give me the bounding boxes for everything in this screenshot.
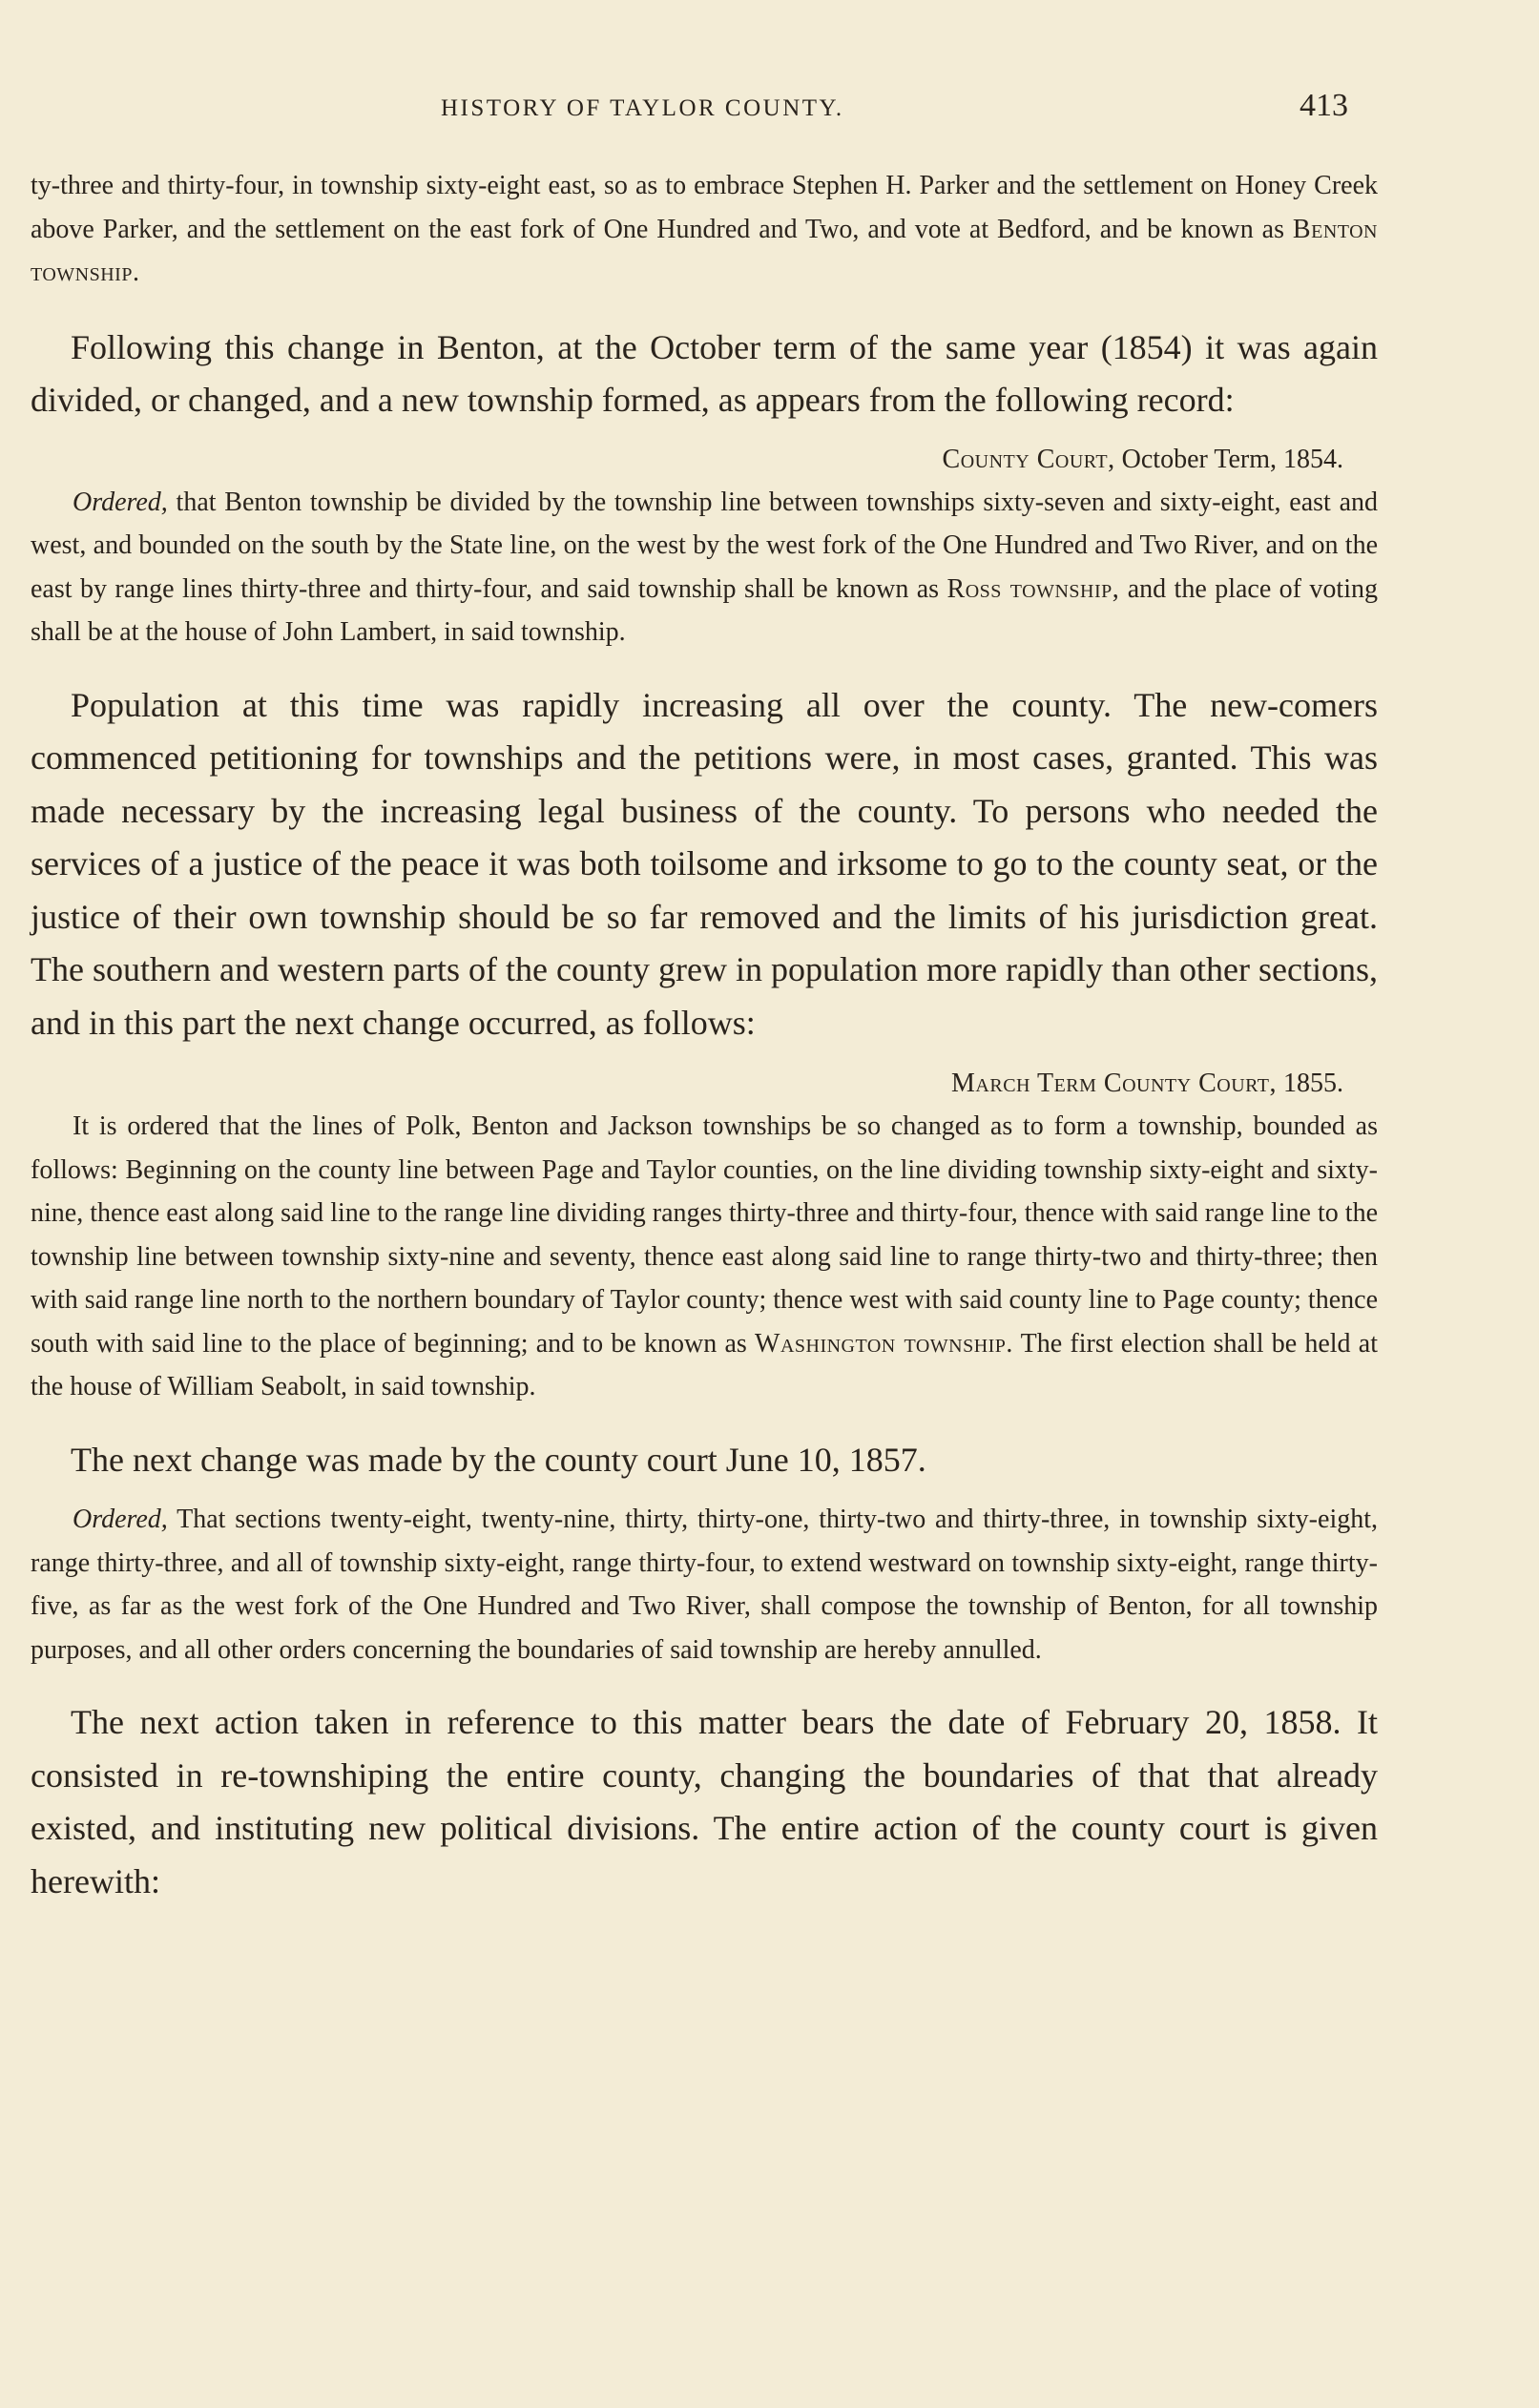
paragraph-population: Population at this time was rapidly increasing all over the county. The new-comers commenced petitioning for townships and the petitions were, in most cases, granted. This was made necessary by the increasing legal business of the county. To persons who needed the services of a justice of the peace it was both toilsome and irksome to go to the county seat, or the justice of their own township should be so far removed and the limits of his jurisdiction great. The southern and western parts of the county grew in population more rapidly than other sections, and in this part the next change occurred, as follows: bbox=[31, 685, 1378, 1042]
record-text-end: The first election shall be held at the house of William Seabolt, in said township. bbox=[31, 1328, 1378, 1401]
paragraph-following-change: Following this change in Benton, at the October term of the same year (1854) it was again divided, or changed, and a new township formed, as appears from the following record: bbox=[31, 327, 1378, 419]
record-heading-court: County Court, bbox=[942, 444, 1115, 474]
record-text: That sections twenty-eight, twenty-nine, thirty, thirty-one, thirty-two and thirty-three, in township sixty-eight, range thirty-three, and all of township sixty-eight, range thirty-four, to extend westward on township sixty-eight, range thirty-five, as far as the west fork of the One Hundred and Two River, shall compose the township of Benton, for all township purposes, and all other orders concerning the boundaries of said township are hereby annulled. bbox=[31, 1505, 1378, 1665]
record-heading-court: March Term County Court, bbox=[951, 1069, 1277, 1098]
paragraph-text: ty-three and thirty-four, in township sixty-eight east, so as to embrace Stephen H. Parker and the settlement on Honey Creek above Parker, and the settlement on the east fork of One Hundred and Two, and vote at Bedford, and be known as bbox=[31, 171, 1378, 244]
page-header bbox=[0, 88, 1539, 135]
running-title: HISTORY OF TAYLOR COUNTY. bbox=[441, 95, 844, 121]
paragraph-next-action: The next action taken in reference to this matter bears the date of February 20, 1858. It consisted in re-townshiping the entire county, changing the boundaries of that that already existed, and instituting new political divisions. The entire action of the county court is given herewith: bbox=[31, 1703, 1378, 1900]
record-heading bbox=[31, 439, 1378, 481]
township-name: Ross township, bbox=[946, 573, 1120, 604]
record-ross-township bbox=[31, 481, 1378, 654]
record-heading-term: 1855. bbox=[1277, 1069, 1343, 1098]
paragraph-continuation bbox=[31, 164, 1378, 295]
record-benton-township bbox=[31, 1498, 1378, 1671]
record-text-end: and the place of voting shall be at the house of John Lambert, in said township. bbox=[31, 573, 1378, 647]
township-name: Benton township. bbox=[31, 214, 1378, 287]
record-washington-township bbox=[31, 1105, 1378, 1409]
page-body bbox=[31, 164, 1378, 1908]
page-number: 413 bbox=[1300, 88, 1348, 123]
record-heading-term: October Term, 1854. bbox=[1114, 444, 1343, 474]
ordered-label: Ordered, bbox=[73, 1505, 168, 1534]
paragraph-next-change: The next change was made by the county court June 10, 1857. bbox=[71, 1440, 926, 1479]
record-heading bbox=[31, 1063, 1378, 1105]
township-name: Washington township. bbox=[755, 1328, 1013, 1359]
ordered-label: Ordered, bbox=[73, 487, 168, 517]
record-text: It is ordered that the lines of Polk, Benton and Jackson townships be so changed as to form a township, bounded as follows: Beginning on the county line between Page and Taylor counties, on the line dividing township sixty-eight and sixty-nine, thence east along said line to the range line dividing ranges thirty-three and thirty-four, thence with said range line to the township line between township sixty-nine and seventy, thence east along said line to range thirty-two and thirty-three; then with said range line north to the northern boundary of Taylor county; thence west with said county line to Page county; thence south with said line to the place of beginning; and to be known as bbox=[31, 1111, 1378, 1359]
record-text: that Benton township be divided by the township line between townships sixty-seven and sixty-eight, east and west, and bounded on the south by the State line, on the west by the west fork of the One Hundred and Two River, and on the east by range lines thirty-three and thirty-four, and said township shall be known as bbox=[31, 487, 1378, 604]
